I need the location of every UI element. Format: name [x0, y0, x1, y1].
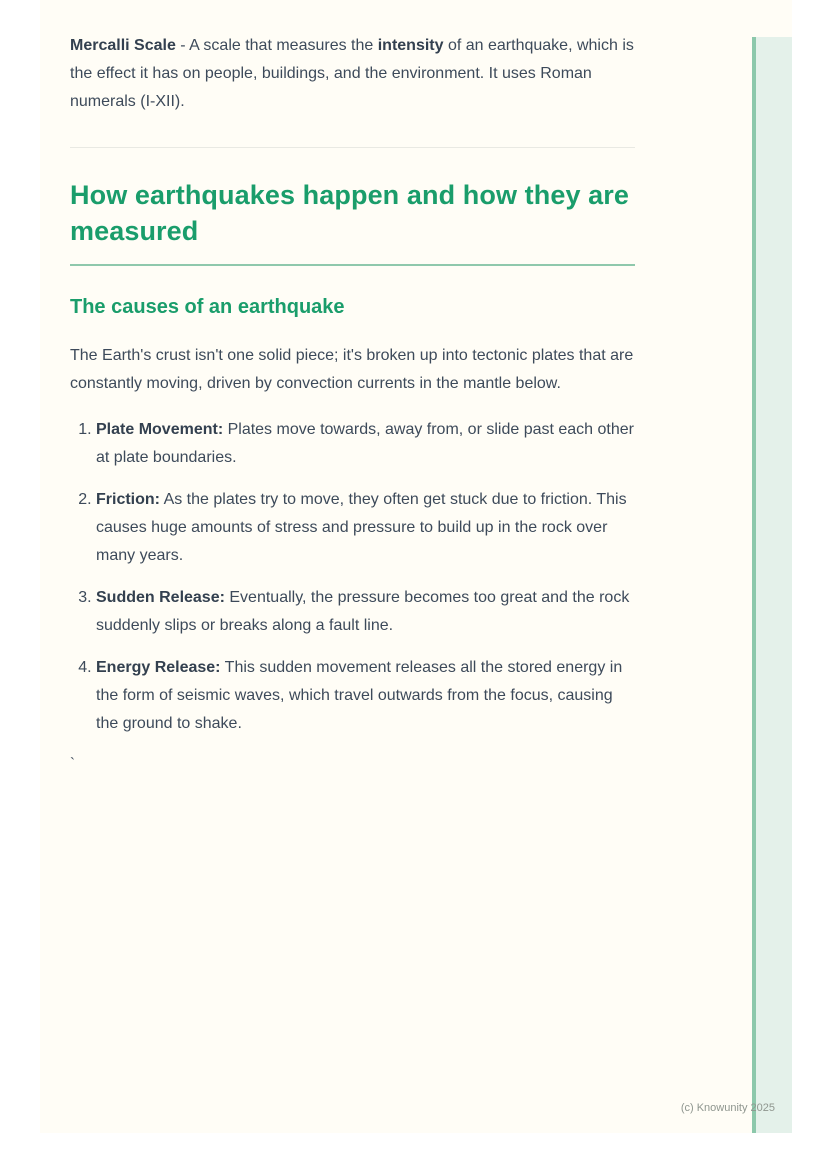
intro-bold-word: intensity: [377, 37, 444, 54]
list-item-term: Sudden Release:: [96, 589, 225, 606]
section-divider: [70, 147, 635, 148]
list-item: [96, 416, 635, 472]
document-page: [40, 0, 792, 1133]
accent-bar: [752, 37, 792, 1133]
list-item-text: Plates move towards, away from, or slide past each other at plate boundaries.: [96, 421, 634, 466]
subsection-title: The causes of an earthquake: [70, 296, 345, 318]
intro-text-1: - A scale that measures the: [175, 37, 378, 54]
causes-list: [70, 416, 635, 738]
list-item-term: Plate Movement:: [96, 421, 224, 438]
intro-term: Mercalli Scale: [70, 37, 176, 54]
stray-backtick: `: [70, 755, 75, 772]
list-item: [96, 654, 635, 738]
list-item: [96, 486, 635, 570]
copyright-footer: (c) Knowunity 2025: [680, 1102, 775, 1114]
list-item-text: This sudden movement releases all the stored energy in the form of seismic waves, which travel outwards from the focus, causing the ground to shake.: [96, 659, 623, 732]
list-item-term: Energy Release:: [96, 659, 221, 676]
intro-text-2: of an earthquake, which is the effect it has on people, buildings, and the environment. It uses Roman numerals (I-XII).: [70, 37, 634, 110]
title-underline: [70, 264, 635, 266]
list-item: [96, 584, 635, 640]
list-item-term: Friction:: [96, 491, 160, 508]
list-item-text: As the plates try to move, they often get stuck due to friction. This causes huge amounts of stress and pressure to build up in the rock over many years.: [96, 491, 627, 564]
page-content: [70, 0, 635, 776]
causes-paragraph: The Earth's crust isn't one solid piece; it's broken up into tectonic plates that are constantly moving, driven by convection currents in the mantle below.: [70, 347, 634, 392]
page-title: How earthquakes happen and how they are measured: [70, 180, 630, 246]
list-item-text: Eventually, the pressure becomes too great and the rock suddenly slips or breaks along a fault line.: [96, 589, 630, 634]
intro-paragraph: [70, 32, 635, 116]
